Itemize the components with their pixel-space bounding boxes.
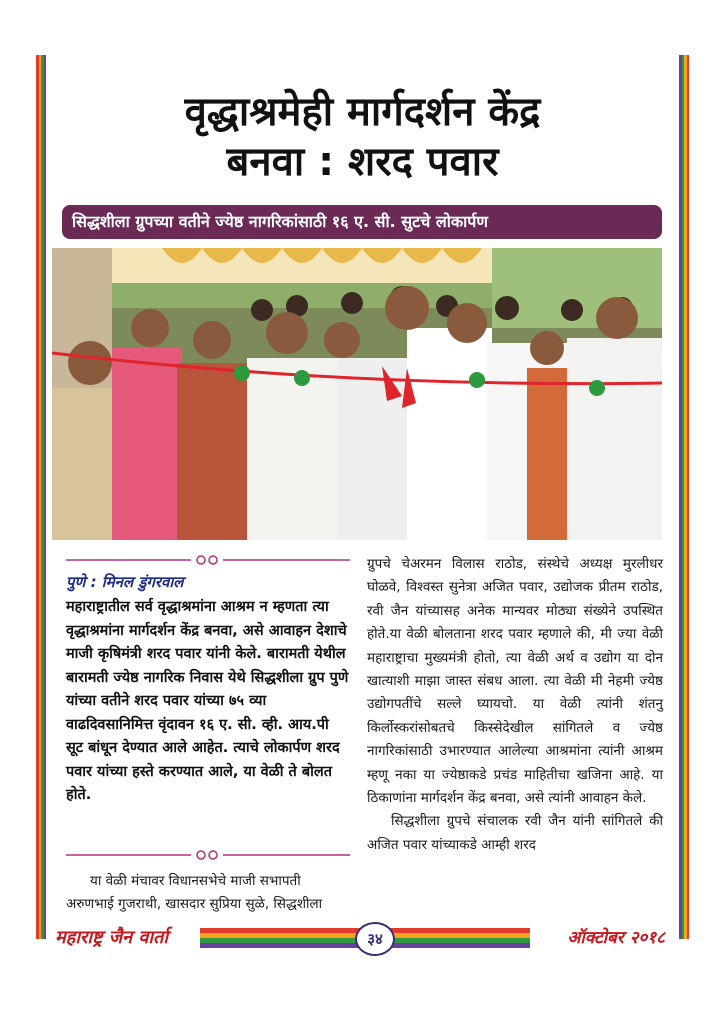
headline-line2: बनवा : शरद पवार [226, 139, 499, 185]
article-lead: महाराष्ट्रातील सर्व वृद्धाश्रमांना आश्रम न म्हणता त्या वृद्धाश्रमांना मार्गदर्शन केंद्र बनवा, असे आवाहन देशाचे माजी कृषिमंत्री शरद पवार यांनी केले. बारामती येथील बारामती ज्येष्ठ नागरिक निवास येथे सिद्धशीला ग्रुप पुणे यांच्या वतीने शरद पवार यांच्या ७५ व्या वाढदिवसानिमित्त वृंदावन १६ ए. सी. व्ही. आय.पी सूट बांधून देण्यात आले आहेत. त्याचे लोकार्पण शरद पवार यांच्या हस्ते करण्यात आले, या वेळी ते बोलत होते. [66, 599, 349, 803]
divider-ornament [66, 850, 350, 860]
article-paragraph: या वेळी मंचावर विधानसभेचे माजी सभापती अरुणभाई गुजराथी, खासदार सुप्रिया सुळे, सिद्धशीला [66, 873, 323, 912]
left-color-stripes [36, 55, 46, 939]
article-byline: पुणे : मिनल डुंगरवाल [66, 573, 184, 591]
article-paragraph: ग्रुपचे चेअरमन विलास राठोड, संस्थेचे अध्यक्ष मुरलीधर घोळवे, विश्वस्त सुनेत्रा अजित पवार, उद्योजक प्रीतम राठोड, रवी जैन यांच्यासह अनेक मान्यवर मोठ्या संख्येने उपस्थित होते.या वेळी बोलताना शरद पवार म्हणाले की, मी ज्या वेळी महाराष्ट्राचा मुख्यमंत्री होतो, त्या वेळी अर्थ व उद्योग या दोन खात्याशी माझा जास्त संबध आला. त्या वेळी मी नेहमी ज्येष्ठ उद्योगपतींचे सल्ले घ्यायचो. या वेळी त्यांनी शंतनु किर्लोस्करांसोबतचे किस्सेदेखील सांगितले व ज्येष्ठ नागरिकांसाठी उभारण्यात आलेल्या आश्रमांना त्यांनी आश्रम म्हणू नका या ज्येष्ठाकडे प्रचंड माहितीचा खजिना आहे. या ठिकाणांना मार्गदर्शन केंद्र बनवा, असे त्यांनी आवाहन केले. [367, 556, 663, 807]
subheadline-banner: सिद्धशीला ग्रुपच्या वतीने ज्येष्ठ नागरिकांसाठी १६ ए. सी. सुटचे लोकार्पण [62, 205, 662, 239]
article-paragraph: सिद्धशीला ग्रुपचे संचालक रवी जैन यांनी सांगितले की अजित पवार यांच्याकडे आम्ही शरद [367, 813, 663, 853]
right-color-stripes [679, 55, 689, 939]
magazine-name: महाराष्ट्र जैन वार्ता [55, 927, 168, 948]
page-number: ३४ [355, 922, 395, 956]
event-photo [52, 248, 662, 540]
headline-line1: वृद्धाश्रमेही मार्गदर्शन केंद्र [184, 89, 541, 135]
divider-ornament [66, 555, 350, 565]
issue-date: ऑक्टोबर २०१८ [567, 928, 665, 948]
article-right-column [367, 553, 663, 857]
